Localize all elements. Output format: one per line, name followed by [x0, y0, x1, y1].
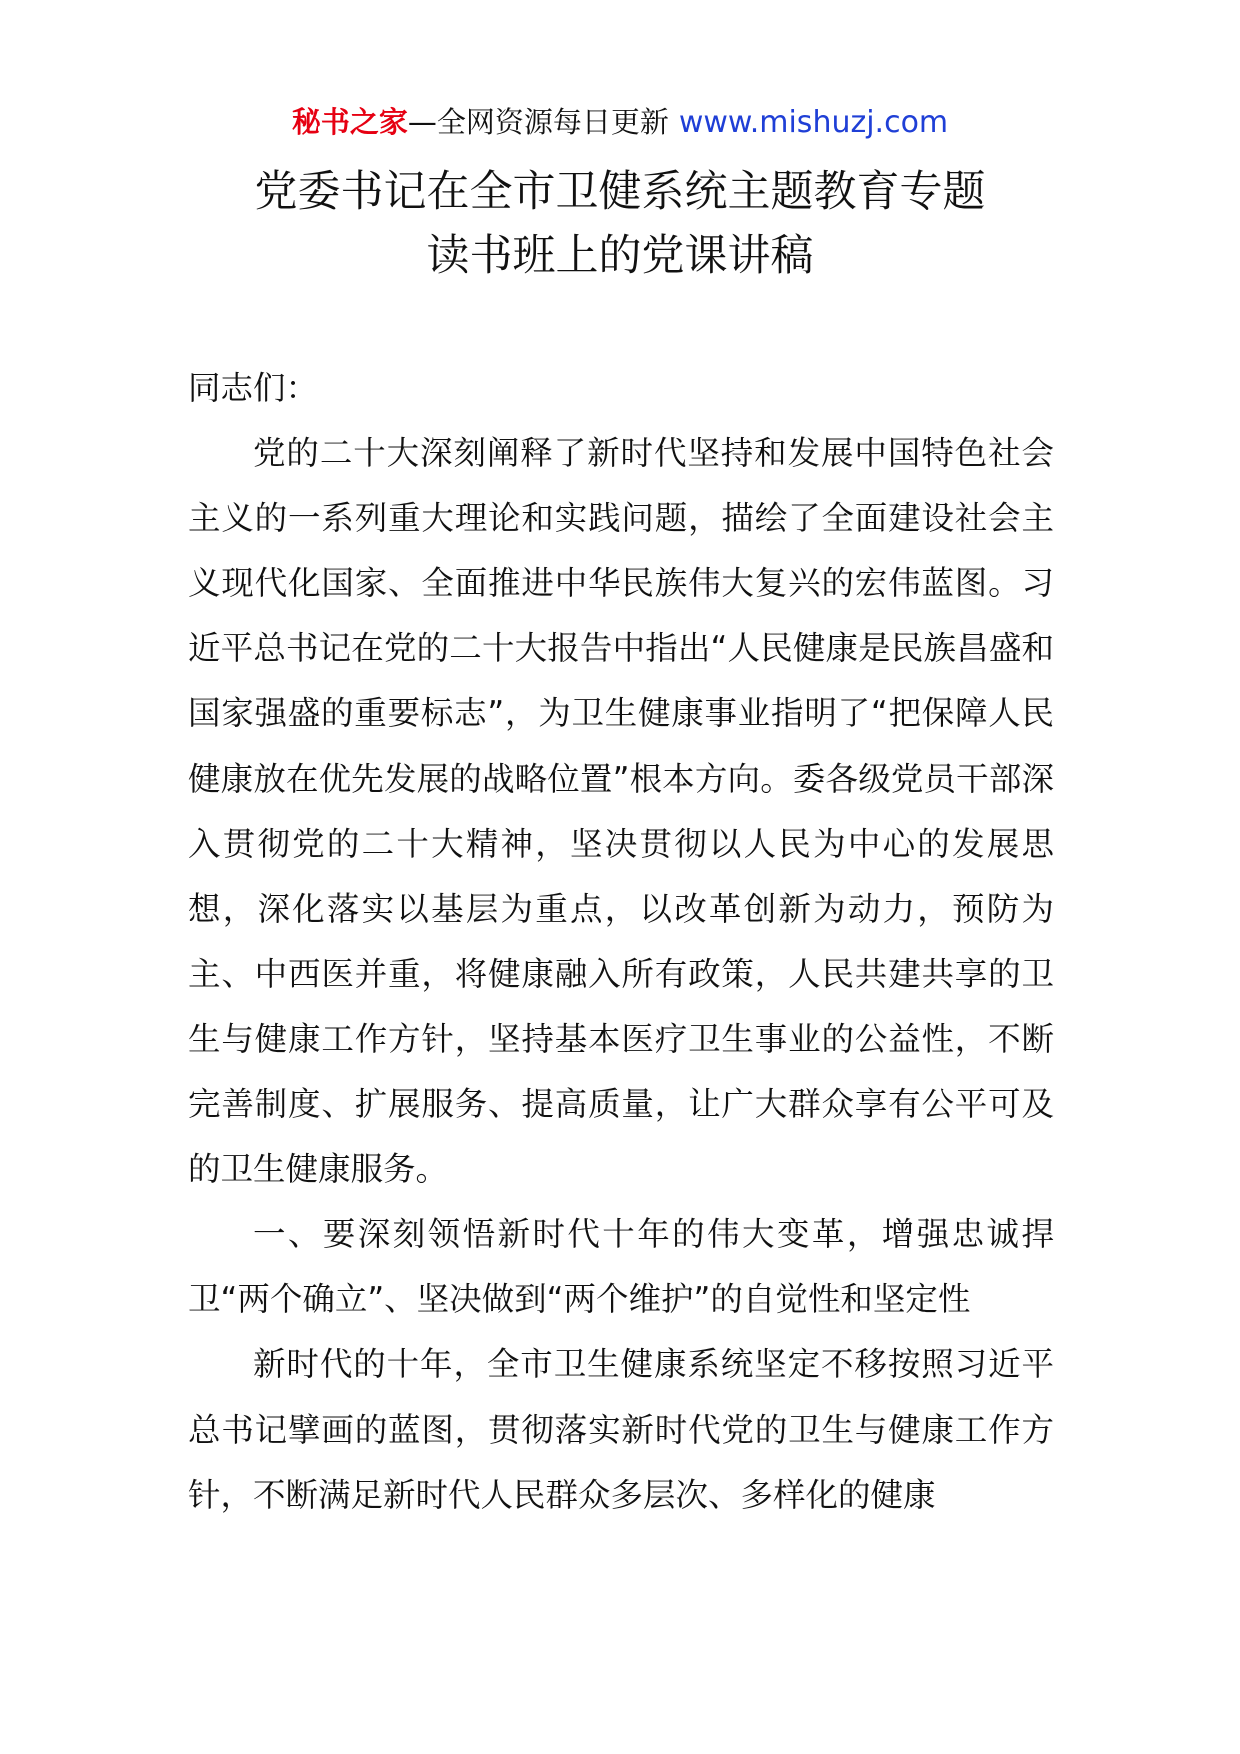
section-heading-1: 一、要深刻领悟新时代十年的伟大变革，增强忠诚捍卫“两个确立”、坚决做到“两个维护”的自觉性和坚定性: [188, 1215, 1054, 1319]
document-title: [0, 160, 1240, 288]
header-tagline: —全网资源每日更新: [407, 105, 669, 139]
paragraph-section-1: 新时代的十年，全市卫生健康系统坚定不移按照习近平总书记擘画的蓝图，贯彻落实新时代党的卫生与健康工作方针，不断满足新时代人民群众多层次、多样化的健康: [188, 1345, 1054, 1514]
site-header: [0, 102, 1240, 143]
site-url-link[interactable]: www.mishuzj.com: [678, 105, 949, 140]
title-line-2: 读书班上的党课讲稿: [426, 231, 814, 281]
title-line-1: 党委书记在全市卫健系统主题教育专题: [254, 167, 986, 217]
brand-name: 秘书之家: [291, 105, 408, 139]
paragraph-intro: 党的二十大深刻阐释了新时代坚持和发展中国特色社会主义的一系列重大理论和实践问题，描绘了全面建设社会主义现代化国家、全面推进中华民族伟大复兴的宏伟蓝图。习近平总书记在党的二十大报告中指出“人民健康是民族昌盛和国家强盛的重要标志”，为卫生健康事业指明了“把保障人民健康放在优先发展的战略位置”根本方向。委各级党员干部深入贯彻党的二十大精神，坚决贯彻以人民为中心的发展思想，深化落实以基层为重点，以改革创新为动力，预防为主、中西医并重，将健康融入所有政策，人民共建共享的卫生与健康工作方针，坚持基本医疗卫生事业的公益性，不断完善制度、扩展服务、提高质量，让广大群众享有公平可及的卫生健康服务。: [188, 434, 1054, 1189]
salutation: 同志们：: [188, 369, 319, 407]
document-body: [188, 356, 1054, 1528]
